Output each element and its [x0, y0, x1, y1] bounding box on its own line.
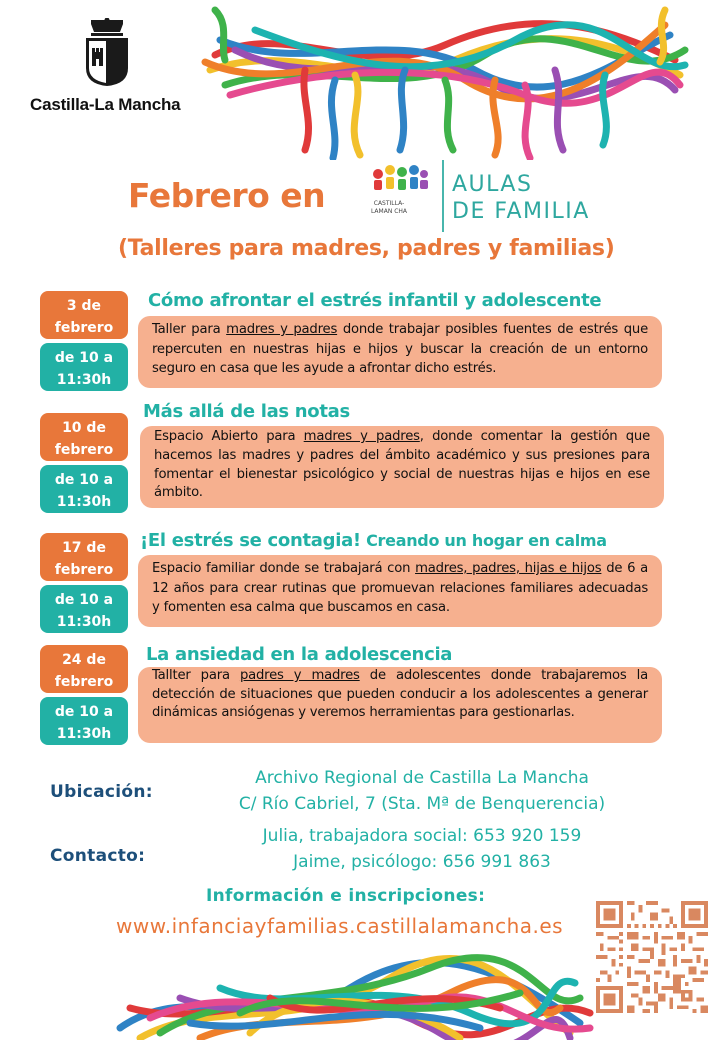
- qr-code-icon[interactable]: [596, 901, 708, 1013]
- workshop-2-desc-audience: madres y padres: [303, 429, 420, 444]
- workshop-4-desc-post: donde trabajaremos la detección de situaciones que pueden conducir a los adolescentes a generar dinámicas ansiógenas y veremos herramientas para gestionarlas.: [152, 668, 649, 720]
- workshop-2-date: 10 de febrero: [40, 413, 128, 461]
- colorful-strings-top-illustration: [195, 0, 690, 160]
- workshop-2-desc-pre: Espacio Abierto para: [154, 429, 304, 444]
- workshop-3-time: de 10 a 11:30h: [40, 585, 128, 633]
- workshop-3-desc-post: de 6 a 12 años para crear rutinas que promuevan relaciones familiares adecuadas y fomenten esa calma que buscamos en casa.: [152, 561, 648, 615]
- logo-text: Castilla-La Mancha: [30, 95, 181, 114]
- contact-label: Contacto:: [50, 846, 146, 866]
- aulas-line-2: DE FAMILIA: [452, 199, 590, 224]
- workshop-1-time: de 10 a 11:30h: [40, 343, 128, 391]
- location-line-1: Archivo Regional de Castilla La Mancha: [255, 768, 589, 788]
- workshop-4-date: 24 de febrero: [40, 645, 128, 693]
- castilla-la-mancha-logo: [82, 18, 132, 88]
- contact-line-1: Julia, trabajadora social: 653 920 159: [262, 826, 582, 846]
- colorful-strings-bottom-illustration: [100, 938, 600, 1040]
- workshop-3-date: 17 de febrero: [40, 533, 128, 581]
- workshop-1-date: 3 de febrero: [40, 291, 128, 339]
- aulas-de-familia-logo-text: [452, 171, 590, 225]
- workshop-1-title: Cómo afrontar el estrés infantil y adolescente: [148, 290, 602, 311]
- workshop-4-desc-pre: Tallter para: [152, 668, 240, 683]
- workshop-1-desc-audience: madres y padres: [226, 322, 338, 337]
- info-title: Información e inscripciones:: [206, 886, 486, 906]
- aulas-line-1: AULAS: [452, 172, 533, 197]
- workshop-3-description: [138, 555, 662, 627]
- workshop-4-description: [138, 667, 662, 743]
- workshop-3-desc-pre: Espacio familiar donde se trabajará con: [152, 561, 416, 576]
- aulas-de-familia-icon: [366, 160, 436, 200]
- workshop-1-desc-post: donde trabajar posibles fuentes de estrés que repercuten en nuestras hijas e hijos y buscar la creación de un entorno seguro en casa que les ayude a afrontar dicho estrés.: [152, 322, 648, 376]
- workshop-2-title: Más allá de las notas: [143, 401, 350, 422]
- location-label: Ubicación:: [50, 782, 153, 802]
- workshop-3-title-secondary: Creando un hogar en calma: [360, 531, 607, 550]
- workshop-3-title: [140, 530, 607, 551]
- workshop-4-desc-mid: de adolescentes: [359, 668, 481, 683]
- page-subtitle: (Talleres para madres, padres y familias): [118, 236, 615, 261]
- workshop-2-time: de 10 a 11:30h: [40, 465, 128, 513]
- aulas-small-caption: CASTILLA- LAMAN CHA: [370, 200, 408, 215]
- workshop-2-description: [140, 426, 664, 508]
- aulas-divider: [442, 160, 444, 232]
- workshop-4-title: La ansiedad en la adolescencia: [146, 644, 453, 665]
- website-link[interactable]: www.infanciayfamilias.castillalamancha.es: [116, 914, 564, 938]
- workshop-4-time: de 10 a 11:30h: [40, 697, 128, 745]
- location-line-2: C/ Río Cabriel, 7 (Sta. Mª de Benquerencia): [238, 794, 606, 814]
- workshop-3-title-main: ¡El estrés se contagia!: [140, 530, 361, 551]
- workshop-4-desc-audience: padres y madres: [239, 668, 360, 683]
- contact-line-2: Jaime, psicólogo: 656 991 863: [293, 852, 551, 872]
- workshop-3-desc-audience: madres, padres, hijas e hijos: [415, 561, 602, 576]
- workshop-2-desc-post: , donde comentar la gestión que hacemos las madres y padres del ámbito académico y sus presiones para fomentar el bienestar psicológico y social de nuestras hijas e hijos en ese ámbito.: [154, 429, 650, 501]
- workshop-1-desc-pre: Taller para: [152, 322, 227, 337]
- page-title: Febrero en: [128, 176, 326, 215]
- workshop-1-description: [138, 316, 662, 388]
